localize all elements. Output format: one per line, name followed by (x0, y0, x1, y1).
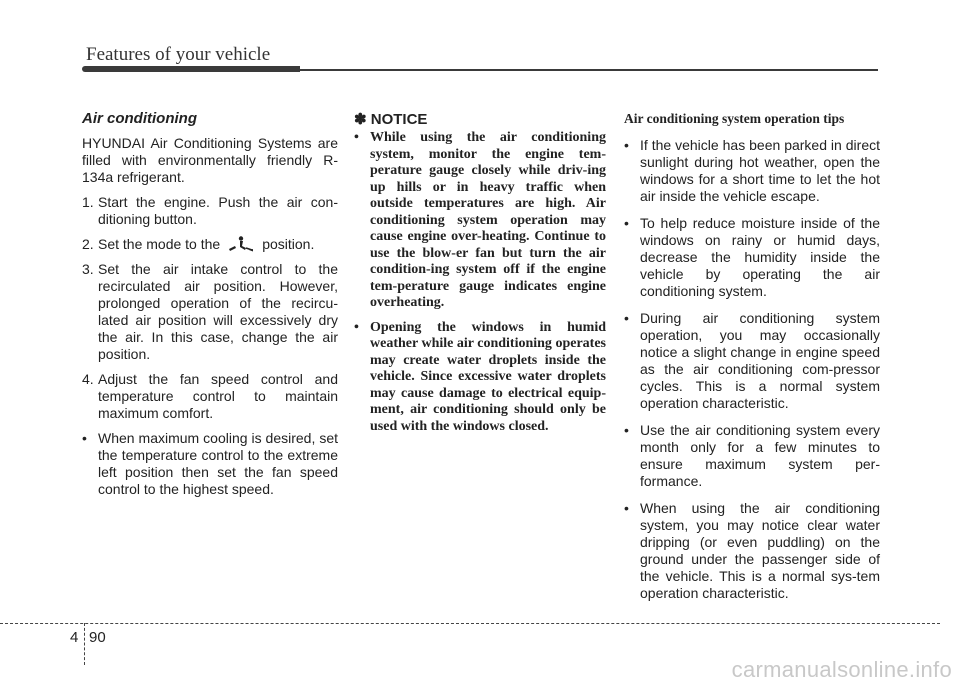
tip-text: During air conditioning system operation, you may occasionally notice a slight change in engine speed as the air conditioning com-pressor cycles. This is a normal system operation characteristic. (640, 310, 880, 411)
chapter-number: 4 (70, 629, 79, 646)
section-title-operation-tips: Air conditioning system operation tips (624, 111, 845, 126)
column-operation-tips (624, 110, 880, 612)
notice-box (354, 110, 606, 443)
cooling-tip-list (82, 430, 338, 498)
step-text: Start the engine. Push the air con-ditioning button. (98, 194, 338, 227)
list-item (624, 310, 880, 412)
steps-list (82, 194, 338, 422)
page-number: 90 (89, 629, 106, 646)
footer-dashed-rule (0, 623, 940, 624)
bullet-text: When maximum cooling is desired, set the temperature control to the extreme left position then set the fan speed control to the highest speed. (98, 430, 338, 497)
bullet-marker: • (624, 500, 629, 516)
bullet-marker: • (354, 130, 359, 145)
bullet-marker: • (624, 215, 629, 231)
step-text: Set the air intake control to the recirculated air position. However, prolonged operation of the recircu-lated air position will excessively dry the air. In this case, change the air position. (98, 261, 338, 362)
notice-item (354, 130, 606, 312)
notice-title: ✽ NOTICE (354, 111, 428, 128)
notice-item (354, 320, 606, 436)
bullet-marker: • (624, 310, 629, 326)
section-title-air-conditioning: Air conditioning (82, 110, 197, 127)
list-item (82, 430, 338, 498)
tip-text: Use the air conditioning system every month only for a few minutes to ensure maximum system per-formance. (640, 422, 880, 489)
step-number: 3. (82, 261, 94, 277)
notice-list (354, 130, 606, 435)
column-air-conditioning (82, 110, 338, 506)
tip-text: If the vehicle has been parked in direct sunlight during hot weather, open the windows for a short time to let the hot air inside the vehicle escape. (640, 137, 880, 204)
step-item (82, 236, 338, 253)
page-header-title: Features of your vehicle (86, 44, 271, 65)
list-item (624, 215, 880, 300)
tip-text: When using the air conditioning system, you may notice clear water dripping (or even puddling) on the ground under the passenger side of the vehicle. This is a normal sys-tem operation characteristic. (640, 500, 880, 601)
footer-dashed-divider (84, 623, 85, 665)
intro-paragraph: HYUNDAI Air Conditioning Systems are filled with environmentally friendly R-134a refrigerant. (82, 135, 338, 185)
floor-mode-icon (226, 236, 256, 252)
header-rule-thin (300, 69, 878, 71)
step-item (82, 371, 338, 422)
list-item (624, 137, 880, 205)
bullet-marker: • (354, 319, 359, 335)
watermark: carmanualsonline.info (731, 657, 952, 682)
step-item (82, 261, 338, 363)
step-number: 1. (82, 194, 94, 210)
step-text: Adjust the fan speed control and temperature control to maintain maximum comfort. (98, 371, 338, 421)
step-item (82, 194, 338, 228)
bullet-marker: • (624, 137, 629, 153)
step-number: 4. (82, 371, 94, 387)
bullet-marker: • (82, 430, 87, 446)
step-number: 2. (82, 236, 94, 252)
header-rule-thick (82, 66, 300, 72)
list-item (624, 422, 880, 490)
list-item (624, 500, 880, 602)
bullet-marker: • (624, 422, 629, 438)
step-text-pre: Set the mode to the (98, 236, 221, 252)
tip-text: To help reduce moisture inside of the windows on rainy or humid days, decrease the humidity inside the vehicle by operating the air conditioning system. (640, 215, 880, 299)
notice-item-text: While using the air conditioning system, monitor the engine tem-perature gauge closely while driv-ing up hills or in heavy traffic when outside temperatures are high. Air conditioning system operation may cause engine over-heating. Continue to use the blow-er fan but turn the air condition-ing system off if the engine tem-perature gauge indicates engine overheating. (370, 130, 606, 310)
tips-list (624, 137, 880, 602)
step-text-post: position. (262, 236, 315, 252)
notice-item-text: Opening the windows in humid weather while air conditioning operates may create water droplets inside the vehicle. Since excessive water droplets may cause damage to electrical equip-ment, air conditioning should only be used with the windows closed. (370, 319, 606, 434)
